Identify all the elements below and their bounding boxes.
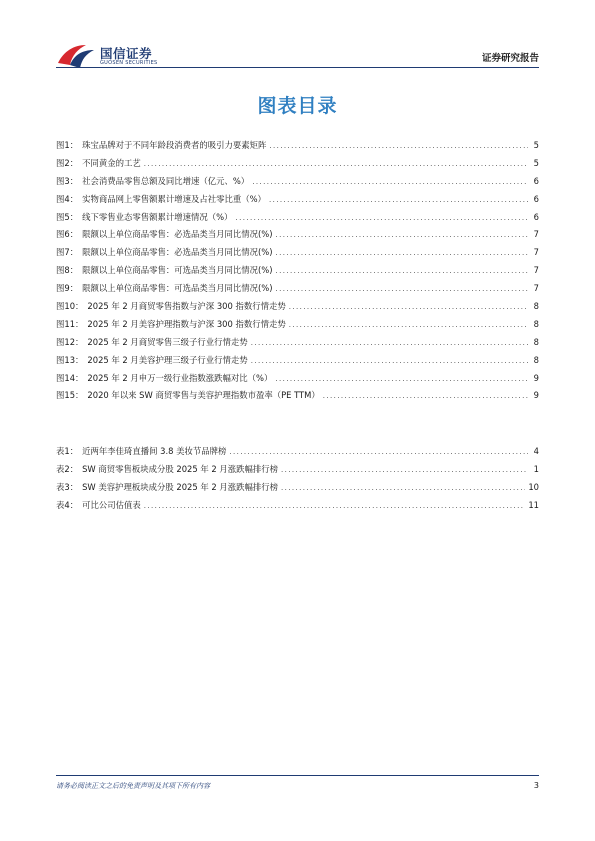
table-entry-label [56, 481, 278, 493]
figure-entry[interactable] [56, 372, 539, 390]
header-divider [56, 67, 539, 68]
dot-leader [252, 176, 528, 188]
figure-entry-page: 5 [533, 140, 539, 150]
figure-entry-number: 图7： [56, 247, 79, 258]
table-entry[interactable] [56, 463, 539, 481]
figure-entry-number: 图9： [56, 283, 79, 294]
figure-entry-title: 不同黄金的工艺 [82, 157, 141, 168]
table-list [56, 445, 539, 517]
dot-leader [275, 265, 528, 277]
figure-entry-title: 2025 年 2 月申万一级行业指数涨跌幅对比（%） [87, 372, 273, 383]
figure-entry-label [56, 139, 266, 151]
figure-entry-page: 9 [533, 390, 539, 401]
dot-leader [144, 500, 526, 512]
dot-leader [275, 229, 528, 241]
figure-entry-label [56, 336, 248, 348]
table-entry-title: SW 商贸零售板块成分股 2025 年 2 月涨跌幅排行榜 [82, 463, 279, 474]
figure-entry-page: 7 [533, 265, 539, 276]
figure-entry-page: 7 [533, 283, 539, 294]
table-entry[interactable] [56, 499, 539, 517]
figure-entry-title: 2020 年以来 SW 商贸零售与美容护理指数市盈率（PE TTM） [87, 390, 320, 401]
figure-entry-label [56, 264, 272, 276]
dot-leader [289, 301, 528, 313]
table-entry-title: 近两年李佳琦直播间 3.8 美妆节品牌榜 [82, 446, 227, 456]
figure-entry[interactable] [56, 354, 539, 372]
figure-entry[interactable] [56, 139, 539, 157]
figure-entry[interactable] [56, 389, 539, 407]
figure-entry[interactable] [56, 282, 539, 300]
figure-entry-page: 7 [533, 247, 539, 258]
logo-text-en: GUOSEN SECURITIES [100, 60, 158, 66]
table-entry-title: 可比公司估值表 [82, 499, 141, 510]
figure-entry-title: 限额以上单位商品零售：必选品类当月同比情况(%) [82, 247, 273, 258]
footer-divider [56, 775, 539, 776]
table-entry-page: 4 [533, 446, 539, 456]
figure-entry-number: 图11： [56, 318, 84, 329]
figure-entry-page: 8 [533, 354, 539, 365]
table-entry-number: 表3： [56, 481, 79, 492]
figure-entry-number: 图12： [56, 336, 84, 347]
figure-entry-title: 限额以上单位商品零售：可选品类当月同比情况(%) [82, 283, 273, 294]
table-entry-number: 表1： [56, 446, 79, 456]
dot-leader [275, 247, 528, 259]
figure-entry-label [56, 175, 249, 187]
figure-entry[interactable] [56, 300, 539, 318]
figure-entry-label [56, 354, 248, 366]
dot-leader [251, 337, 528, 349]
figure-entry-title: 限额以上单位商品零售：可选品类当月同比情况(%) [82, 265, 273, 276]
page-title: 图表目录 [257, 95, 338, 117]
dot-leader [275, 283, 528, 295]
page-number: 3 [533, 781, 539, 790]
figure-entry[interactable] [56, 211, 539, 229]
figure-list [56, 139, 539, 407]
report-type-label: 证券研究报告 [481, 53, 539, 64]
table-entry-title: SW 美容护理板块成分股 2025 年 2 月涨跌幅排行榜 [82, 481, 279, 492]
figure-entry-label [56, 246, 272, 258]
figure-entry-label [56, 300, 286, 312]
table-entry[interactable] [56, 445, 539, 463]
figure-entry-title: 2025 年 2 月商贸零售指数与沪深 300 指数行情走势 [87, 301, 286, 312]
table-entry-page: 11 [528, 499, 539, 510]
table-entry[interactable] [56, 481, 539, 499]
figure-entry-number: 图4： [56, 193, 79, 204]
figure-entry-page: 5 [533, 157, 539, 168]
figure-entry[interactable] [56, 193, 539, 211]
figure-entry-title: 珠宝品牌对于不同年龄段消费者的吸引力要素矩阵 [82, 140, 267, 150]
dot-leader [269, 194, 528, 206]
figure-entry-label [56, 211, 232, 223]
figure-entry-title: 实物商品网上零售额累计增速及占社零比重（%） [82, 193, 266, 204]
figure-entry-title: 2025 年 2 月美容护理指数与沪深 300 指数行情走势 [87, 318, 286, 329]
figure-entry-label [56, 193, 266, 205]
figure-entry[interactable] [56, 175, 539, 193]
figure-entry-label [56, 228, 272, 240]
figure-entry-title: 2025 年 2 月商贸零售三级子行业行情走势 [87, 336, 248, 347]
figure-entry-number: 图13： [56, 354, 84, 365]
figure-entry-label [56, 282, 272, 294]
figure-entry-page: 7 [533, 229, 539, 240]
table-entry-number: 表4： [56, 499, 79, 510]
disclaimer-text: 请务必阅读正文之后的免责声明及其项下所有内容 [56, 782, 210, 790]
table-entry-label [56, 499, 141, 511]
figure-entry-page: 6 [533, 175, 539, 186]
figure-entry-label [56, 318, 286, 330]
table-entry-page: 10 [528, 481, 539, 492]
figure-entry[interactable] [56, 318, 539, 336]
figure-entry-label [56, 389, 320, 401]
logo-text-cn: 国信证券 [100, 46, 153, 61]
figure-entry-number: 图10： [56, 301, 84, 312]
figure-entry-number: 图2： [56, 157, 79, 168]
figure-entry-title: 限额以上单位商品零售：必选品类当月同比情况(%) [82, 229, 273, 240]
figure-entry-number: 图1： [56, 140, 79, 150]
figure-entry-title: 社会消费品零售总额及同比增速（亿元、%） [82, 175, 250, 186]
dot-leader [281, 482, 525, 494]
dot-leader [229, 446, 528, 458]
figure-entry-page: 6 [533, 193, 539, 204]
dot-leader [269, 140, 528, 152]
figure-entry-page: 8 [533, 336, 539, 347]
table-entry-label [56, 463, 278, 475]
table-entry-page: 1 [533, 463, 539, 474]
figure-entry[interactable] [56, 228, 539, 246]
dot-leader [323, 390, 528, 402]
dot-leader [289, 319, 528, 331]
figure-entry-label [56, 372, 272, 384]
dot-leader [281, 464, 528, 476]
figure-entry-number: 图15： [56, 390, 84, 401]
figure-entry-number: 图3： [56, 175, 79, 186]
figure-entry-number: 图8： [56, 265, 79, 276]
figure-entry[interactable] [56, 336, 539, 354]
dot-leader [275, 373, 528, 385]
dot-leader [251, 355, 528, 367]
figure-entry-page: 8 [533, 301, 539, 312]
table-entry-label [56, 445, 226, 457]
figure-entry[interactable] [56, 264, 539, 282]
table-entry-number: 表2： [56, 463, 79, 474]
figure-entry[interactable] [56, 157, 539, 175]
dot-leader [235, 212, 528, 224]
figure-entry-label [56, 157, 141, 169]
figure-entry-page: 6 [533, 211, 539, 222]
figure-entry-page: 8 [533, 318, 539, 329]
figure-entry-title: 2025 年 2 月美容护理三级子行业行情走势 [87, 354, 248, 365]
figure-entry-title: 线下零售业态零售额累计增速情况（%） [82, 211, 233, 222]
figure-entry-number: 图5： [56, 211, 79, 222]
figure-entry-number: 图6： [56, 229, 79, 240]
figure-entry-number: 图14： [56, 372, 84, 383]
figure-entry[interactable] [56, 246, 539, 264]
figure-entry-page: 9 [533, 372, 539, 383]
dot-leader [144, 158, 528, 170]
